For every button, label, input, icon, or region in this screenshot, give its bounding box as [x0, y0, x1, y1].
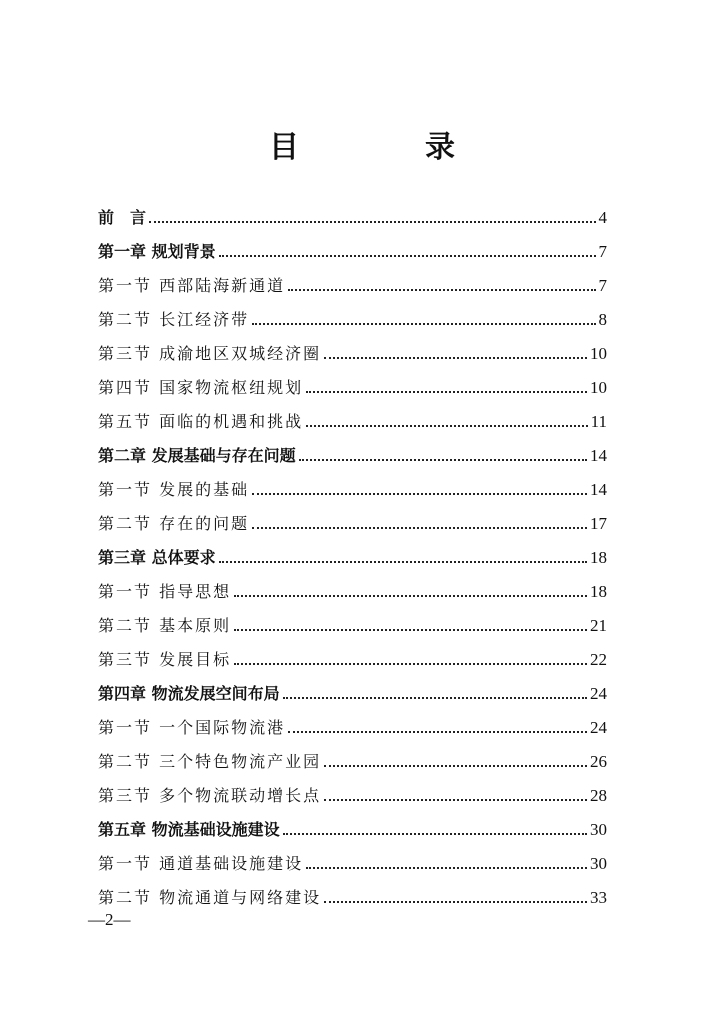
toc-entry-label: 第二章 发展基础与存在问题: [98, 446, 296, 465]
toc-dot-leader: [234, 595, 587, 597]
toc-section-entry[interactable]: [98, 332, 607, 366]
toc-entry-page: 30: [590, 820, 607, 839]
table-of-contents: [98, 196, 607, 910]
toc-chapter-entry[interactable]: [98, 230, 607, 264]
toc-dot-leader: [288, 289, 595, 291]
toc-dot-leader: [219, 561, 587, 563]
toc-entry-page: 30: [590, 854, 607, 873]
toc-entry-page: 7: [598, 242, 607, 261]
toc-entry-label: 第三节 发展目标: [98, 650, 232, 669]
toc-dot-leader: [306, 867, 587, 869]
toc-entry-label: 第三节 多个物流联动增长点: [98, 786, 322, 805]
toc-entry-page: 18: [590, 582, 607, 601]
toc-entry-page: 28: [590, 786, 607, 805]
toc-entry-page: 26: [590, 752, 607, 771]
toc-entry-page: 14: [590, 480, 607, 499]
toc-entry-page: 24: [590, 684, 607, 703]
toc-dot-leader: [252, 527, 587, 529]
toc-dot-leader: [324, 357, 587, 359]
toc-entry-label: 第四节 国家物流枢纽规划: [98, 378, 304, 397]
page-title: 目 录: [269, 130, 503, 165]
toc-dot-leader: [219, 255, 596, 257]
toc-chapter-entry[interactable]: [98, 808, 607, 842]
toc-entry-page: 17: [590, 514, 607, 533]
toc-chapter-entry[interactable]: [98, 536, 607, 570]
toc-dot-leader: [149, 221, 595, 223]
toc-dot-leader: [234, 663, 587, 665]
toc-dot-leader: [306, 425, 588, 427]
toc-dot-leader: [234, 629, 587, 631]
toc-entry-page: 4: [598, 208, 607, 227]
toc-entry-page: 18: [590, 548, 607, 567]
toc-entry-page: 21: [590, 616, 607, 635]
toc-entry-label: 第二节 三个特色物流产业园: [98, 752, 322, 771]
toc-section-entry[interactable]: [98, 400, 607, 434]
toc-dot-leader: [252, 323, 595, 325]
toc-entry-label: 第一节 一个国际物流港: [98, 718, 286, 737]
toc-foreword-entry[interactable]: [98, 196, 607, 230]
toc-entry-label: 第三节 成渝地区双城经济圈: [98, 344, 322, 363]
toc-entry-page: 10: [590, 344, 607, 363]
toc-section-entry[interactable]: [98, 604, 607, 638]
toc-entry-page: 11: [590, 412, 607, 431]
toc-entry-page: 10: [590, 378, 607, 397]
toc-entry-page: 22: [590, 650, 607, 669]
toc-dot-leader: [324, 765, 587, 767]
toc-entry-label: 第二节 存在的问题: [98, 514, 250, 533]
toc-section-entry[interactable]: [98, 774, 607, 808]
toc-entry-label: 第一节 通道基础设施建设: [98, 854, 304, 873]
toc-section-entry[interactable]: [98, 468, 607, 502]
toc-dot-leader: [288, 731, 587, 733]
toc-entry-label: 第二节 长江经济带: [98, 310, 250, 329]
toc-chapter-entry[interactable]: [98, 434, 607, 468]
toc-dot-leader: [299, 459, 587, 461]
toc-entry-label: 前 言: [98, 208, 147, 227]
toc-entry-label: 第一节 西部陆海新通道: [98, 276, 286, 295]
toc-section-entry[interactable]: [98, 570, 607, 604]
toc-section-entry[interactable]: [98, 298, 607, 332]
toc-entry-label: 第二节 基本原则: [98, 616, 232, 635]
toc-dot-leader: [283, 833, 587, 835]
toc-entry-label: 第二节 物流通道与网络建设: [98, 888, 322, 907]
toc-dot-leader: [283, 697, 587, 699]
toc-entry-page: 33: [590, 888, 607, 907]
toc-entry-label: 第三章 总体要求: [98, 548, 216, 567]
toc-section-entry[interactable]: [98, 264, 607, 298]
toc-section-entry[interactable]: [98, 502, 607, 536]
toc-section-entry[interactable]: [98, 842, 607, 876]
toc-entry-page: 24: [590, 718, 607, 737]
toc-entry-page: 8: [598, 310, 607, 329]
toc-entry-label: 第一节 指导思想: [98, 582, 232, 601]
toc-chapter-entry[interactable]: [98, 672, 607, 706]
page-number: —2—: [88, 910, 131, 929]
toc-entry-label: 第一节 发展的基础: [98, 480, 250, 499]
toc-section-entry[interactable]: [98, 366, 607, 400]
toc-dot-leader: [306, 391, 587, 393]
toc-entry-label: 第五节 面临的机遇和挑战: [98, 412, 304, 431]
toc-section-entry[interactable]: [98, 876, 607, 910]
toc-section-entry[interactable]: [98, 638, 607, 672]
toc-dot-leader: [324, 901, 587, 903]
toc-dot-leader: [324, 799, 587, 801]
toc-section-entry[interactable]: [98, 706, 607, 740]
toc-entry-label: 第四章 物流发展空间布局: [98, 684, 280, 703]
toc-dot-leader: [252, 493, 587, 495]
toc-entry-label: 第五章 物流基础设施建设: [98, 820, 280, 839]
toc-entry-page: 7: [598, 276, 607, 295]
toc-entry-label: 第一章 规划背景: [98, 242, 216, 261]
toc-entry-page: 14: [590, 446, 607, 465]
toc-section-entry[interactable]: [98, 740, 607, 774]
